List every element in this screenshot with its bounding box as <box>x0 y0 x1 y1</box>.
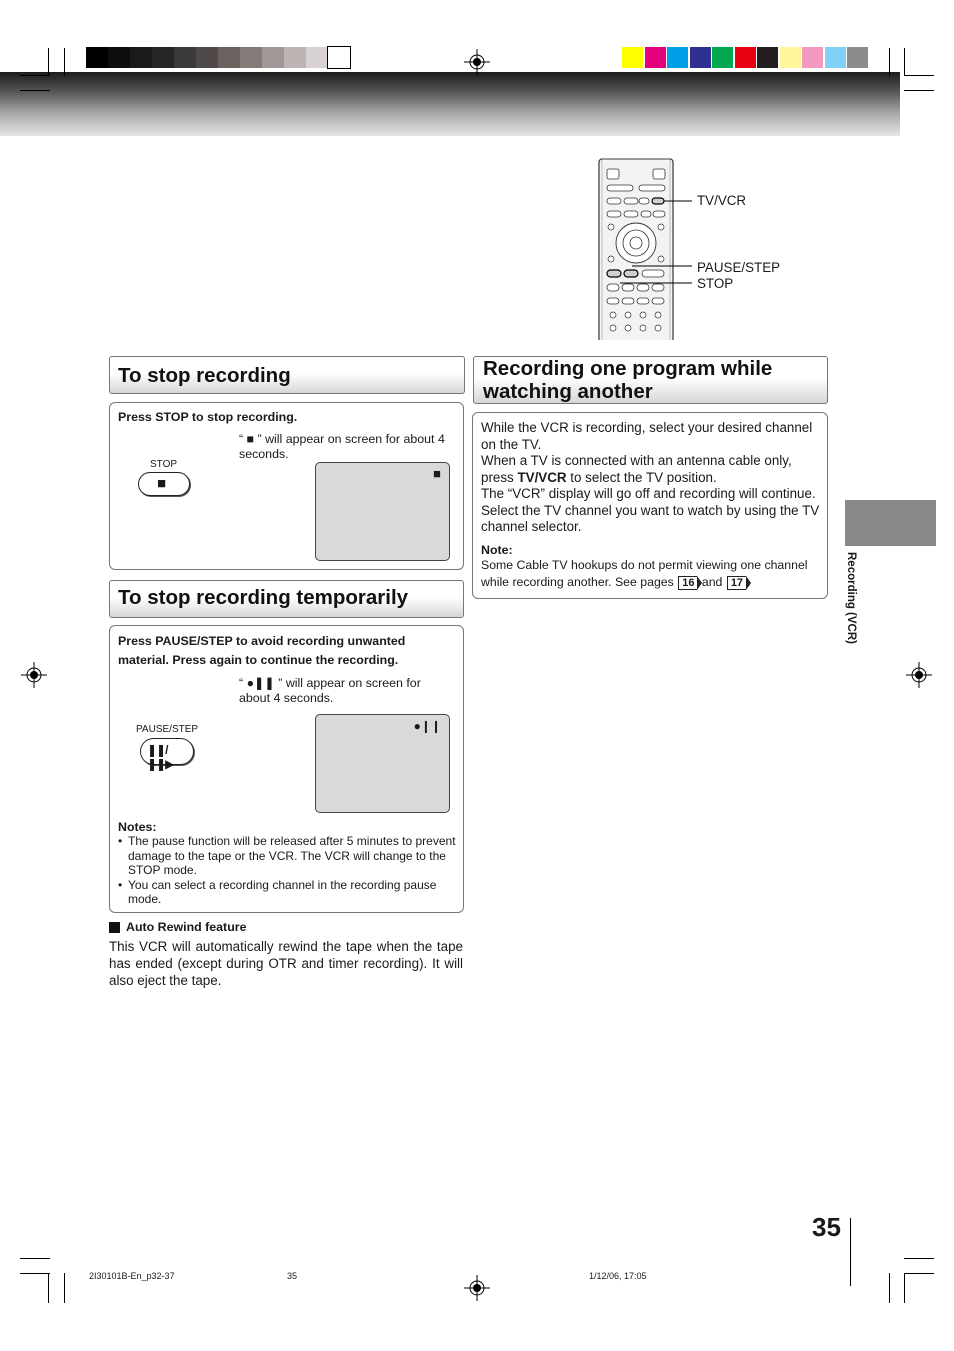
tv-screen <box>315 462 450 561</box>
auto-rewind-heading-row <box>109 920 463 935</box>
stop-recording-title: To stop recording <box>118 364 291 387</box>
grayscale-swatch <box>196 47 218 68</box>
grayscale-swatch <box>284 47 306 68</box>
recording-one-para2 <box>481 453 821 486</box>
note-text: Some Cable TV hookups do not permit viewing one channel while recording another. See pages <box>481 558 808 589</box>
grayscale-swatch <box>306 47 328 68</box>
note-and: and <box>698 575 726 589</box>
auto-rewind-heading: Auto Rewind feature <box>126 920 247 934</box>
color-swatch <box>690 47 711 68</box>
color-swatch <box>735 47 756 68</box>
footer-date: 1/12/06, 17:05 <box>589 1271 647 1281</box>
color-swatch <box>667 47 688 68</box>
para2-text-end: to select the TV position. <box>566 469 717 485</box>
recording-one-body <box>481 420 821 536</box>
stop-recording-box <box>109 402 464 570</box>
chapter-side-tab <box>845 500 936 546</box>
grayscale-swatch <box>328 47 350 68</box>
remote-label-pause-step: PAUSE/STEP <box>697 260 781 275</box>
pause-screen-icon: ●❙❙ <box>413 719 441 733</box>
pause-recording-title: To stop recording temporarily <box>118 586 409 609</box>
pause-recording-box <box>109 625 464 913</box>
side-label: Recording (VCR) <box>845 552 857 644</box>
pause-recording-screen-note: “ ●❚❚ ” will appear on screen for about 4 seconds. <box>239 676 421 705</box>
registration-mark-icon <box>464 49 490 75</box>
side-label-wrap <box>843 552 857 662</box>
color-swatch <box>622 47 643 68</box>
grayscale-swatch <box>152 47 174 68</box>
grayscale-swatch <box>130 47 152 68</box>
registration-mark-icon <box>21 662 47 688</box>
auto-rewind-section <box>109 920 463 989</box>
color-swatch <box>780 47 801 68</box>
grayscale-swatch <box>240 47 262 68</box>
para2-text: When a TV is connected with an antenna cable only, press <box>481 453 792 485</box>
grayscale-swatch <box>218 47 240 68</box>
footer-page: 35 <box>287 1271 298 1281</box>
page-ref-16[interactable]: 16 <box>678 576 697 590</box>
pause-step-icon: ❚❚/❚❚▶ <box>147 743 174 771</box>
tvvcr-bold: TV/VCR <box>517 469 567 485</box>
pause-recording-title-box <box>109 580 464 618</box>
note-item: • You can select a recording channel in the recording pause mode. <box>128 878 458 907</box>
grayscale-swatch <box>86 47 108 68</box>
remote-label-tvvcr: TV/VCR <box>697 193 747 208</box>
color-swatch <box>825 47 846 68</box>
grayscale-swatch <box>262 47 284 68</box>
notes-heading: Notes: <box>118 820 157 834</box>
stop-recording-instruction: Press STOP to stop recording. <box>118 410 298 424</box>
note-heading: Note: <box>481 543 513 557</box>
page-number: 35 <box>812 1212 841 1242</box>
header-gradient-band <box>0 72 900 136</box>
notes-list <box>118 834 458 907</box>
footer-code: 2I30101B-En_p32-37 <box>89 1271 175 1281</box>
note-item: • The pause function will be released after 5 minutes to prevent damage to the tape or the VCR. The VCR will change to the STOP mode. <box>128 834 458 878</box>
pause-recording-instruction: Press PAUSE/STEP to avoid recording unwanted material. Press again to continue the recording. <box>118 634 406 667</box>
square-bullet-icon <box>109 922 120 933</box>
pause-step-button[interactable] <box>140 738 194 771</box>
recording-one-title <box>474 357 827 403</box>
stop-recording-title-box <box>109 356 465 394</box>
recording-one-note <box>481 557 821 591</box>
color-swatch <box>645 47 666 68</box>
recording-one-title-box <box>473 356 828 404</box>
tv-screen <box>315 714 450 813</box>
color-swatch <box>712 47 733 68</box>
recording-one-box <box>472 412 828 599</box>
stop-screen-icon: ■ <box>433 466 441 481</box>
recording-one-para1: While the VCR is recording, select your desired channel on the TV. <box>481 420 813 452</box>
stop-icon: ■ <box>157 475 167 492</box>
stop-recording-screen-note: “ ■ ” will appear on screen for about 4 seconds. <box>239 432 445 461</box>
registration-mark-icon <box>906 662 932 688</box>
page-ref-17[interactable]: 17 <box>727 576 746 590</box>
grayscale-swatch <box>174 47 196 68</box>
color-swatch <box>847 47 868 68</box>
recording-one-para3: The “VCR” display will go off and recording will continue. Select the TV channel you want to watch by using the TV channel selector. <box>481 486 820 534</box>
remote-leader-lines <box>620 195 700 290</box>
auto-rewind-text: This VCR will automatically rewind the tape when the tape has ended (except during OTR and timer recording). It will also eject the tape. <box>109 939 463 988</box>
pause-step-button-label: PAUSE/STEP <box>136 724 199 735</box>
registration-mark-icon <box>464 1275 490 1301</box>
color-swatch <box>757 47 778 68</box>
recording-one-title-line1: Recording one program while <box>483 357 773 380</box>
stop-button[interactable] <box>138 472 190 496</box>
grayscale-swatch <box>108 47 130 68</box>
note-end: . <box>747 575 751 589</box>
stop-button-label: STOP <box>150 459 178 470</box>
color-swatch <box>802 47 823 68</box>
remote-label-stop: STOP <box>697 276 734 291</box>
recording-one-title-line2: watching another <box>483 380 653 403</box>
